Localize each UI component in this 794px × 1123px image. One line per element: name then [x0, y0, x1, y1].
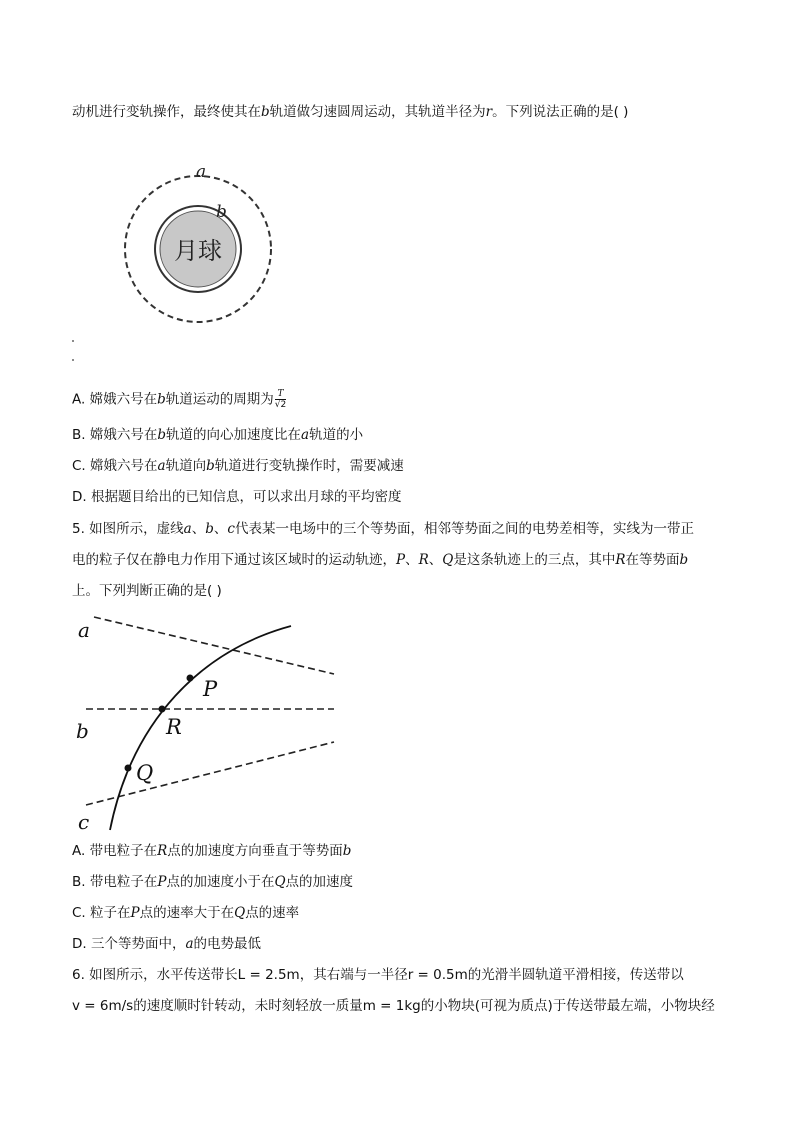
equipotential-a [94, 617, 334, 674]
q5-stem-line-2: 电的粒子仅在静电力作用下通过该区域时的运动轨迹，P、R、Q是这条轨迹上的三点，其中R在等势面b [72, 552, 689, 568]
q6-stem-line-1: 6. 如图所示，水平传送带长L = 2.5m，其右端与一半径r = 0.5m的光滑半圆轨道平滑相接，传送带以 [72, 967, 684, 983]
q5-stem-line-1: 5. 如图所示，虚线a、b、c代表某一电场中的三个等势面，相邻等势面之间的电势差相等，实线为一带正 [72, 521, 694, 537]
moon-label: 月球 [174, 237, 222, 265]
q6-length-value: L = 2.5m [237, 967, 300, 983]
moon-orbit-figure [72, 128, 302, 368]
q4-var-b: b [261, 104, 270, 120]
q6-stem-line-2: v = 6m/s的速度顺时针转动，未时刻轻放一质量m = 1kg的小物块(可视为质点)于传送带最左端，小物块经 [72, 998, 715, 1014]
orbit-b-label: b [216, 202, 227, 222]
equipotential-figure [72, 610, 342, 835]
artifact-dot [72, 340, 74, 342]
q4-option-c[interactable]: C. 嫦娥六号在a轨道向b轨道进行变轨操作时，需要减速 [72, 458, 404, 474]
q6-radius-value: r = 0.5m [407, 967, 468, 983]
equipotential-c [86, 742, 334, 805]
q6-speed-value: v = 6m/s [72, 998, 134, 1014]
orbit-a-label: a [196, 162, 207, 182]
q4-intro-text: 动机进行变轨操作，最终使其在 [72, 104, 261, 120]
label-a: a [78, 618, 90, 642]
label-p: P [203, 677, 218, 701]
q5-option-c[interactable]: C. 粒子在P点的速率大于在Q点的速率 [72, 905, 300, 921]
point-r-dot [159, 706, 166, 713]
q4-option-d[interactable]: D. 根据题目给出的已知信息，可以求出月球的平均密度 [72, 489, 402, 505]
q4-intro-text-3: 。下列说法正确的是( ) [492, 104, 629, 120]
label-c: c [78, 810, 90, 834]
q6-mass-value: m = 1kg [362, 998, 421, 1014]
label-b: b [76, 719, 89, 743]
q4-option-a[interactable]: A. 嫦娥六号在b轨道运动的周期为 $\frac{T}{√2}$ [72, 389, 287, 410]
fraction-t-over-sqrt2: $\frac{T}{√2}$ [274, 389, 287, 410]
q5-option-a[interactable]: A. 带电粒子在R点的加速度方向垂直于等势面b [72, 843, 352, 859]
label-q: Q [136, 761, 154, 785]
q5-stem-line-3: 上。下列判断正确的是( ) [72, 583, 222, 599]
q4-intro-text-2: 轨道做匀速圆周运动，其轨道半径为 [269, 104, 486, 120]
label-r: R [166, 715, 182, 739]
q4-intro-line [72, 103, 628, 121]
point-p-dot [187, 675, 194, 682]
artifact-dot [72, 359, 74, 361]
q4-option-b[interactable]: B. 嫦娥六号在b轨道的向心加速度比在a轨道的小 [72, 427, 364, 443]
q5-option-b[interactable]: B. 带电粒子在P点的加速度小于在Q点的加速度 [72, 874, 354, 890]
point-q-dot [125, 765, 132, 772]
q4-var-r: r [485, 104, 493, 120]
particle-trajectory [110, 626, 291, 830]
q5-option-d[interactable]: D. 三个等势面中，a的电势最低 [72, 936, 262, 952]
